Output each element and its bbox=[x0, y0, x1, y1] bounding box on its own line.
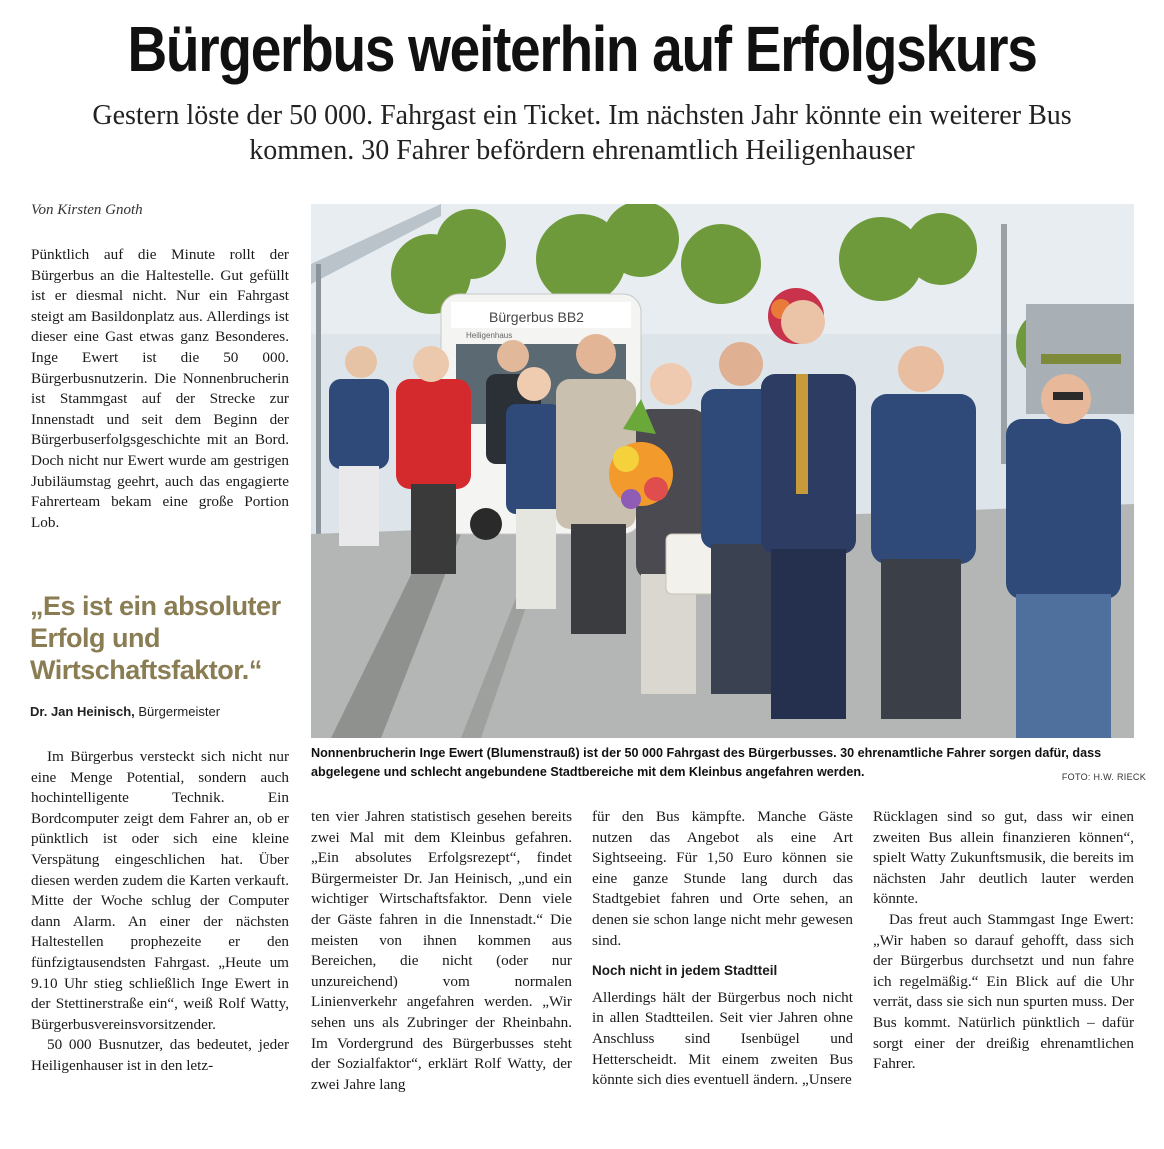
pull-quote-name: Dr. Jan Heinisch, bbox=[30, 704, 135, 719]
body-column-4 bbox=[873, 807, 1134, 1075]
photo-credit: FOTO: H.W. RIECK bbox=[1061, 772, 1146, 782]
body-paragraph: Allerdings hält der Bürgerbus noch nicht in allen Stadtteilen. Seit vier Jahren ohne Anschluss sind Isenbügel und Hetterscheidt. Mit einem zweiten Bus könnte sich dies eventuell ändern. „Unsere bbox=[592, 988, 853, 1089]
bus-label: Bürgerbus BB2 bbox=[489, 309, 584, 325]
pull-quote-role: Bürgermeister bbox=[138, 704, 221, 719]
body-paragraph: Das freut auch Stammgast Inge Ewert: „Wir haben so darauf gehofft, dass sich der Bürgerbus durchsetzt und nun fahre ich regelmäßig.“ Ein Blick auf die Uhr verrät, dass sie sich nun spurten muss. Der Bus kommt. Natürlich pünktlich – dafür sorgt einer der dreißig ehrenamtlichen Fahrer. bbox=[873, 910, 1134, 1073]
body-column-2 bbox=[311, 807, 572, 1095]
pull-quote-source bbox=[30, 704, 300, 719]
section-subheading: Noch nicht in jedem Stadtteil bbox=[592, 963, 778, 979]
body-column-3 bbox=[592, 807, 853, 1091]
photo-caption: Nonnenbrucherin Inge Ewert (Blumenstrauß) ist der 50 000 Fahrgast des Bürgerbusses. 30 ehrenamtliche Fahrer sorgen dafür, dass abgelegene und schlecht angebundene Stadtbereiche mit dem Kleinbus angefahren werden. bbox=[311, 746, 1102, 779]
headline: Bürgerbus weiterhin auf Erfolgskurs bbox=[127, 13, 1037, 85]
intro-paragraph: Pünktlich auf die Minute rollt der Bürgerbus an die Haltestelle. Gut gefüllt ist er diesmal nicht. Nur ein Fahrgast steigt am Basildonplatz aus. Allerdings ist dieser eine Gast etwas ganz Besonderes. Inge Ewert ist die 50 000. Bürgerbusnutzerin. Die Nonnenbrucherin ist Stammgast auf der Strecke zur Innenstadt und seit dem Beginn der Bürgerbuserfolgsgeschichte mit an Bord. Doch nicht nur Ewert wurde am gestrigen Jubiläumstag geehrt, auch das engagierte Fahrerteam bekam eine große Portion Lob. bbox=[31, 246, 289, 531]
intro-column bbox=[31, 245, 289, 533]
body-paragraph: ten vier Jahren statistisch gesehen bereits zwei Mal mit dem Kleinbus gefahren. „Ein absolutes Erfolgsrezept“, findet Bürgermeister Dr. Jan Heinisch, „und ein wichtiger Wirtschaftsfaktor. Denn viele der Gäste fahren in die Innenstadt.“ Die meisten von ihnen kommen aus Bereichen, die nicht (oder nur unzureichend) vom normalen Linienverkehr angefahren werden. „Wir sehen uns als Zubringer der Rheinbahn. Im Vordergrund des Bürgerbusses steht der Sozialfaktor“, erklärt Rolf Watty, der zwei Jahre lang bbox=[311, 808, 572, 1093]
body-paragraph: für den Bus kämpfte. Manche Gäste nutzen das Angebot als eine Art Sightseeing. Für 1,50 Euro können sie eine ganze Stunde lang durch das Stadtgebiet fahren und Orte sehen, an denen sie schon lange nicht mehr gewesen sind. bbox=[592, 808, 853, 949]
subheadline: Gestern löste der 50 000. Fahrgast ein Ticket. Im nächsten Jahr könnte ein weiterer Bus kommen. 30 Fahrer befördern ehrenamtlich Heiligenhauser bbox=[92, 100, 1072, 166]
article-photo bbox=[311, 204, 1134, 738]
body-paragraph: 50 000 Busnutzer, das bedeutet, jeder Heiligenhauser ist in den letz- bbox=[31, 1036, 289, 1074]
bus-sublabel: Heiligenhaus bbox=[466, 331, 513, 340]
body-paragraph: Im Bürgerbus versteckt sich nicht nur eine Menge Potential, sondern auch hochintelligente Technik. Ein Bordcomputer zeigt dem Fahrer an, ob er pünktlich ist oder sich eine kleine Verspätung eingeschlichen hat. Über diesen werden zudem die Karten verkauft. Mitte der Woche schlug der Computer dann Alarm. An einer der nächsten Haltestellen prophezeite er den fünfzigtausendsten Fahrgast. „Heute um 9.10 Uhr stieg schließlich Inge Ewert in der Stettinerstraße ein“, weiß Rolf Watty, Bürgerbusvereinsvorsitzender. bbox=[31, 748, 289, 1033]
body-paragraph: Rücklagen sind so gut, dass wir einen zweiten Bus allein finanzieren können“, spielt Watty Zukunftsmusik, die bereits im nächsten Jahr deutlich lauter werden könnte. bbox=[873, 808, 1134, 908]
pull-quote: „Es ist ein absoluter Erfolg und Wirtschaftsfaktor.“ bbox=[30, 591, 281, 685]
byline: Von Kirsten Gnoth bbox=[31, 202, 143, 218]
body-column-1 bbox=[31, 747, 289, 1077]
